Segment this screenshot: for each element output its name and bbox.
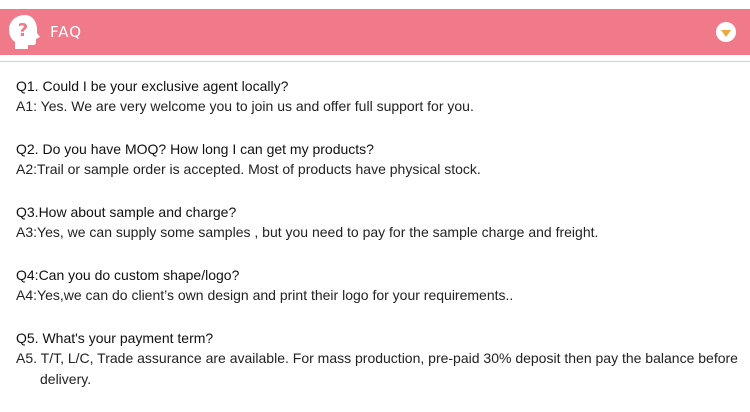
faq-item-5 (16, 328, 741, 390)
faq-item-1 (16, 76, 741, 117)
faq-answer: A2:Trail or sample order is accepted. Most of products have physical stock. (16, 161, 481, 177)
faq-answer: A4:Yes,we can do client’s own design and print their logo for your requirements.. (16, 287, 514, 303)
faq-question: Q4:Can you do custom shape/logo? (16, 267, 240, 283)
faq-list (16, 76, 741, 412)
collapse-toggle-button[interactable] (716, 22, 736, 42)
faq-answer: A5. T/T, L/C, Trade assurance are available. For mass production, pre-paid 30% deposit then pay the balance before delivery. (16, 350, 738, 387)
faq-question: Q2. Do you have MOQ? How long I can get my products? (16, 141, 374, 157)
faq-question: Q1. Could I be your exclusive agent locally? (16, 78, 289, 94)
faq-item-2 (16, 139, 741, 180)
faq-question: Q5. What's your payment term? (16, 330, 214, 346)
faq-question: Q3.How about sample and charge? (16, 204, 237, 220)
divider (0, 61, 750, 62)
faq-item-4 (16, 265, 741, 306)
question-head-icon (6, 13, 44, 51)
faq-answer: A3:Yes, we can supply some samples , but you need to pay for the sample charge and freight. (16, 224, 599, 240)
svg-text:?: ? (17, 20, 29, 41)
faq-title: FAQ (50, 23, 83, 41)
faq-header-banner (0, 9, 750, 55)
faq-item-3 (16, 202, 741, 243)
faq-answer: A1: Yes. We are very welcome you to join us and offer full support for you. (16, 98, 474, 114)
chevron-down-icon (721, 30, 731, 37)
